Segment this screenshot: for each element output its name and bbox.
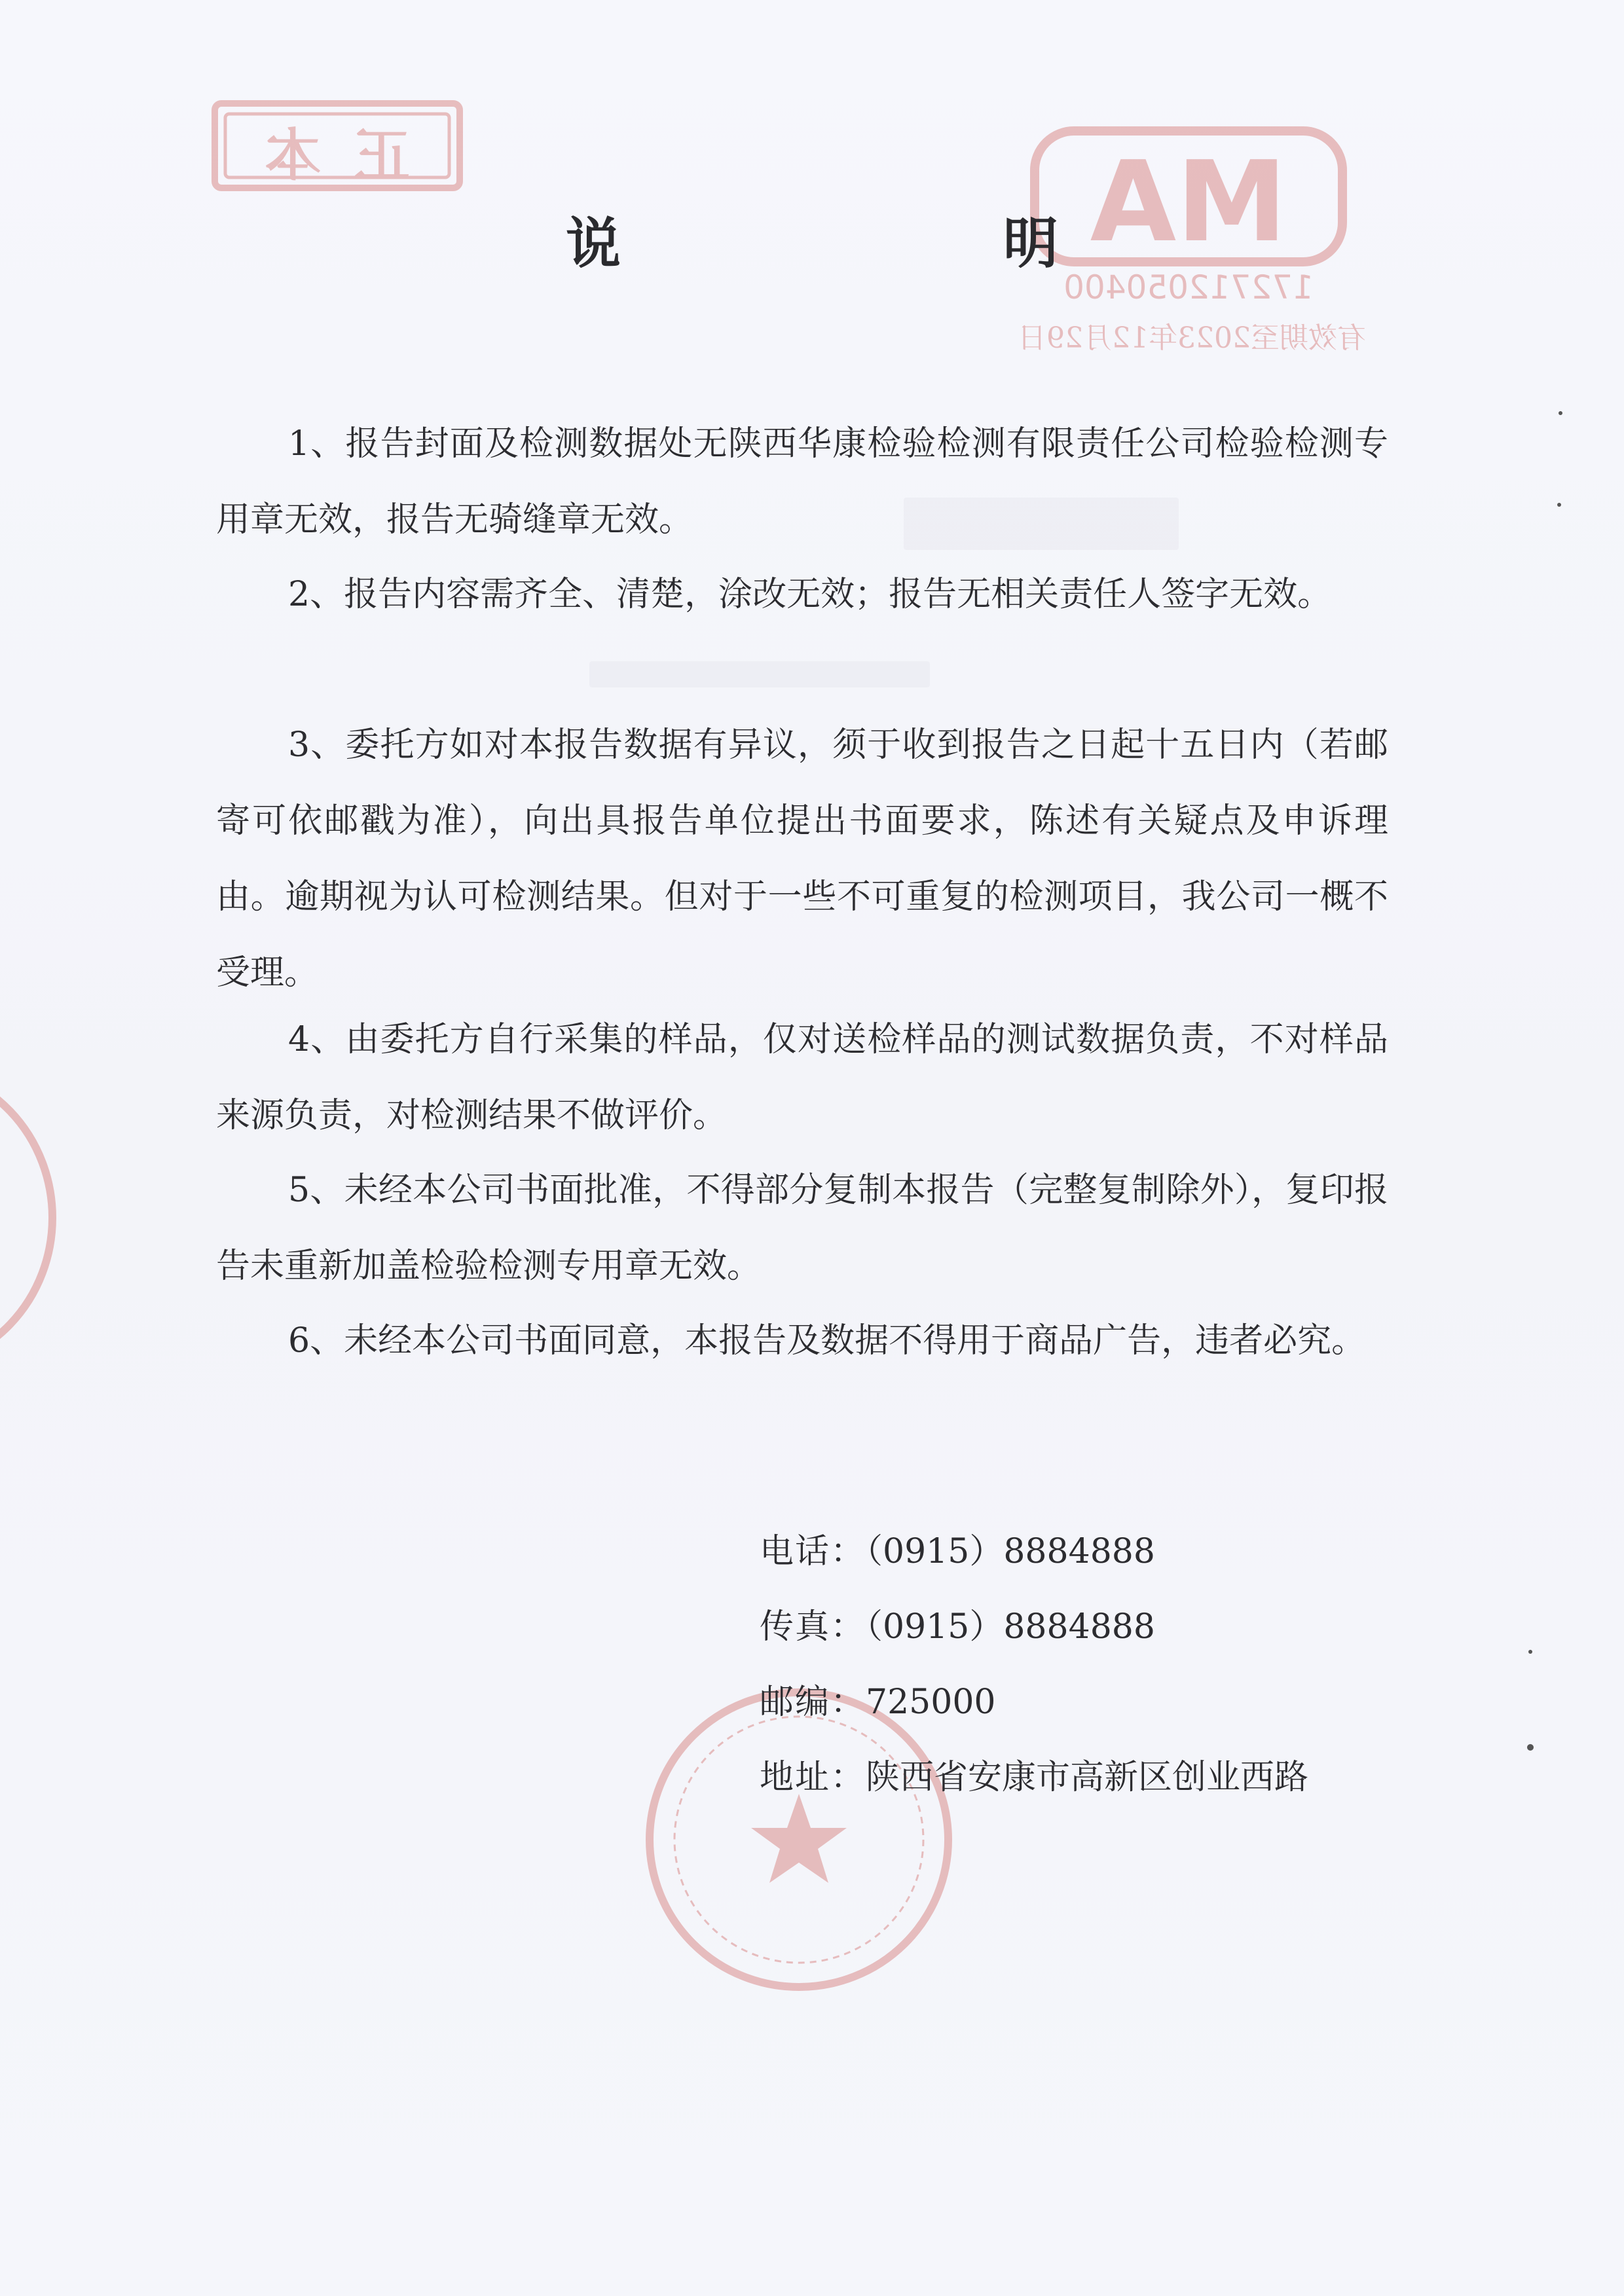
company-seal xyxy=(638,1683,959,1997)
contact-address xyxy=(760,1758,1308,1797)
phone-label: 电话： xyxy=(760,1532,866,1571)
clause-6: 6、未经本公司书面同意，本报告及数据不得用于商品广告，违者必究。 xyxy=(288,1321,1366,1360)
address-value: 陕西省安康市高新区创业西路 xyxy=(866,1758,1309,1797)
clause-5: 5、未经本公司书面批准，不得部分复制本报告（完整复制除外），复印报告未重新加盖检验检测专用章无效。 xyxy=(216,1171,1388,1286)
page-title: 说 明 xyxy=(565,211,1222,276)
bleed-through-mark xyxy=(589,661,930,687)
address-label: 地址： xyxy=(760,1758,866,1797)
clause-1: 1、报告封面及检测数据处无陕西华康检验检测有限责任公司检验检测专用章无效，报告无骑缝章无效。 xyxy=(216,424,1388,539)
seal-star-icon xyxy=(638,1683,959,1997)
scan-speck xyxy=(1559,411,1562,415)
cma-number: 172712050400 xyxy=(1063,268,1314,306)
contact-postcode xyxy=(760,1683,996,1722)
contact-fax xyxy=(760,1607,1155,1647)
seal-ring-icon xyxy=(0,1061,79,1375)
clause-4: 4、由委托方自行采集的样品，仅对送检样品的测试数据负责，不对样品来源负责，对检测结果不做评价。 xyxy=(216,1020,1388,1135)
fax-label: 传真： xyxy=(760,1607,866,1647)
scan-speck xyxy=(1527,1744,1534,1751)
clause-3: 3、委托方如对本报告数据有异议，须于收到报告之日起十五日内（若邮寄可依邮戳为准），向出具报告单位提出书面要求，陈述有关疑点及申诉理由。逾期视为认可检测结果。但对于一些不可重复的检测项目，我公司一概不受理。 xyxy=(216,725,1388,993)
postcode-label: 邮编： xyxy=(760,1683,866,1722)
clause-2: 2、报告内容需齐全、清楚，涂改无效；报告无相关责任人签字无效。 xyxy=(288,575,1332,614)
scan-speck xyxy=(1528,1650,1532,1654)
scan-speck xyxy=(1557,503,1561,507)
fax-value: （0915）8884888 xyxy=(866,1607,1155,1647)
phone-value: （0915）8884888 xyxy=(866,1532,1155,1571)
cma-mark-text: MA xyxy=(1090,137,1287,267)
copy-stamp-text: 正本 xyxy=(232,122,410,189)
contact-phone xyxy=(760,1532,1155,1571)
postcode-value: 725000 xyxy=(866,1683,996,1722)
copy-stamp xyxy=(210,98,465,193)
left-edge-seal xyxy=(0,1061,79,1375)
cma-validity: 有效期至2023年12月29日 xyxy=(1018,321,1366,355)
